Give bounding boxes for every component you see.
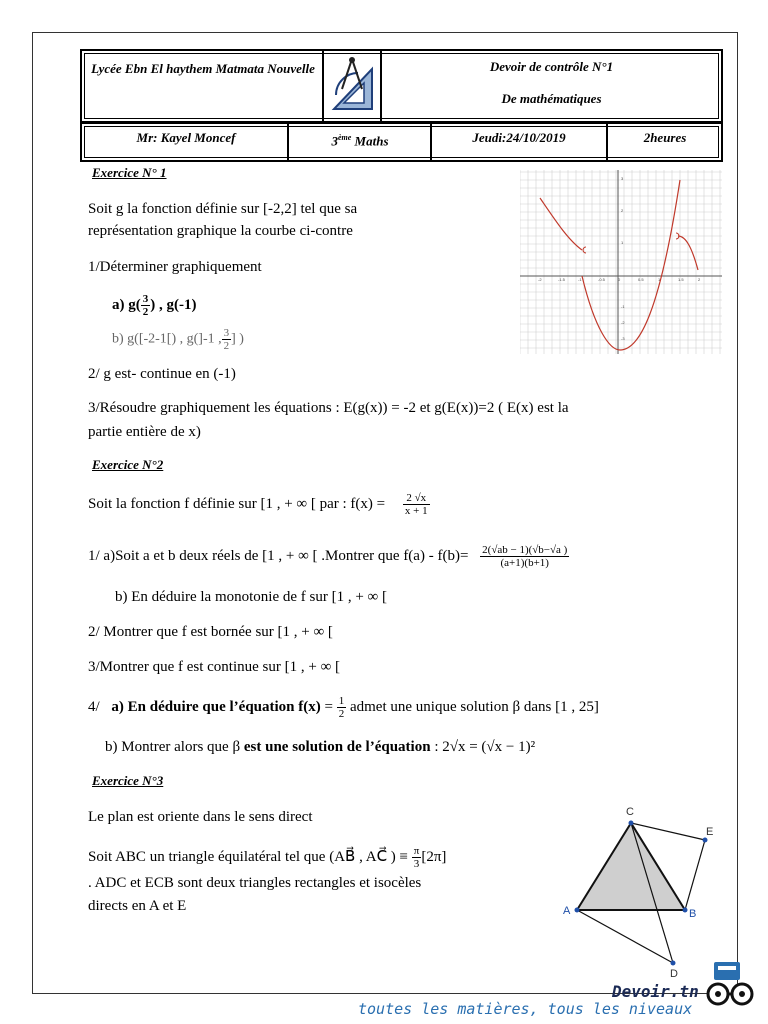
frac-den: 2 (142, 306, 149, 318)
fraction-pi-3 (412, 845, 422, 870)
ex3-line-1: Le plan est oriente dans le sens direct (88, 809, 313, 825)
fraction-1-2 (337, 695, 347, 720)
ex3-line-4: directs en A et E (88, 898, 187, 914)
ex2-question-3: 3/Montrer que f est continue sur [1 , + ∞ [ (88, 659, 341, 675)
ex2-q4b-bold: est une solution de l’équation (243, 739, 431, 755)
x-tick-label: -1.5 (558, 277, 565, 282)
test-title-2-text: De mathématiques (501, 91, 602, 106)
ex1-q1a-post: ) , g(-1) (150, 296, 197, 313)
fraction-fa-fb (480, 544, 569, 569)
ex2-question-1b: b) En déduire la monotonie de f sur [1 , + ∞ [ (115, 589, 387, 605)
test-duration-text: 2heures (643, 130, 687, 145)
ex1-question-3-line2: partie entière de x) (88, 424, 201, 440)
ex2-question-4b (105, 737, 535, 757)
y-tick-label: 3 (621, 176, 624, 181)
test-title-1-text: Devoir de contrôle N°1 (489, 59, 614, 74)
footer-brand: Devoir.tn (612, 982, 699, 1001)
frac-num: 2(√ab − 1)(√b−√a ) (482, 544, 568, 556)
fraction-3-2b (222, 327, 232, 352)
x-tick-label: 0 (618, 277, 621, 282)
x-tick-label: -1 (578, 277, 582, 282)
ex1-question-3-line1: 3/Résoudre graphiquement les équations : E(g(x)) = -2 et g(E(x))=2 ( E(x) est la (88, 400, 569, 416)
ex2-question-1a (88, 544, 569, 569)
y-tick-label: -2 (621, 320, 625, 325)
ex2-q4a-eq: = (320, 698, 337, 715)
x-tick-label: 1.5 (678, 277, 684, 282)
ex1-question-2: 2/ g est- continue en (-1) (88, 366, 236, 382)
ex1-q1a-pre: a) g( (112, 296, 141, 313)
school-name-text: Lycée Ebn El haythem Matmata Nouvelle (91, 61, 315, 76)
frac-den: 3 (413, 858, 420, 870)
ex1-q1b-pre: b) g([-2-1[) , g(]-1 , (112, 331, 222, 347)
test-title-2 (382, 89, 721, 109)
ex1-question-1: 1/Déterminer graphiquement (88, 259, 262, 275)
point-label-e: E (706, 826, 714, 838)
x-tick-label: -2 (538, 277, 542, 282)
frac-den: 2 (338, 708, 345, 720)
ex2-q4a-bold: a) En déduire que l’équation f(x) (111, 698, 321, 715)
header-bottom (80, 122, 723, 162)
frac-den: 2 (223, 340, 230, 352)
ex3-line-2 (88, 845, 446, 870)
school-logo (328, 55, 378, 117)
y-tick-label: 1 (621, 240, 624, 245)
curve-parabola (582, 180, 680, 350)
test-date (434, 128, 604, 148)
test-duration (610, 128, 720, 148)
ex1-intro-1: Soit g la fonction définie sur [-2,2] tel que sa (88, 201, 358, 217)
y-tick-label: -3 (621, 336, 625, 341)
ex2-q4a-post: admet une unique solution β dans [1 , 25] (349, 698, 599, 715)
point-label-c: C (626, 806, 634, 818)
frac-den: x + 1 (404, 505, 428, 517)
ex1-intro-2: représentation graphique la courbe ci-contre (88, 223, 353, 239)
glasses-icon (700, 960, 760, 1016)
fraction-f-def (403, 492, 430, 517)
triangle-figure (555, 800, 735, 980)
point-label-a: A (563, 905, 571, 917)
footer-slogan: toutes les matières, tous les niveaux (358, 1000, 693, 1018)
y-tick-label: -1 (621, 304, 625, 309)
x-tick-label: 2 (698, 277, 701, 282)
class-rest: Maths (351, 133, 389, 149)
test-title-1 (382, 57, 721, 77)
x-tick-label: -0.5 (598, 277, 605, 282)
test-date-text: Jeudi:24/10/2019 (472, 130, 566, 145)
point-label-d: D (670, 968, 678, 980)
ex2-q4b-pre: b) Montrer alors que β (105, 739, 244, 755)
school-name (88, 59, 318, 79)
function-graph (520, 170, 722, 354)
teacher-name (88, 128, 284, 148)
teacher-name-text: Mr: Kayel Moncef (136, 130, 236, 145)
ex2-question-4a (88, 695, 599, 720)
class-sup: ème (337, 133, 352, 142)
class-level (292, 128, 428, 151)
frac-num: 2 √x (403, 492, 430, 505)
frac-num: π (413, 845, 420, 857)
ex3-l2-post: [2π] (421, 848, 447, 865)
frac-num: 3 (142, 293, 149, 305)
ex1-question-1b (112, 327, 244, 352)
ex1-q1b-post: ] ) (231, 331, 244, 347)
exercise-1-title: Exercice N° 1 (92, 165, 167, 180)
exercise-3-title: Exercice N°3 (92, 773, 164, 788)
x-tick-label: 0.5 (638, 277, 644, 282)
ex2-q1a-pre: 1/ a)Soit a et b deux réels de [1 , + ∞ [ .Montrer que f(a) - f(b)= (88, 547, 469, 564)
exercise-2-title: Exercice N°2 (92, 457, 164, 472)
frac-den: (a+1)(b+1) (500, 557, 549, 569)
frac-num: 3 (223, 327, 230, 339)
point-label-b: B (689, 908, 697, 920)
y-tick-label: 2 (621, 208, 624, 213)
ex1-question-1a (112, 293, 196, 318)
ex2-intro (88, 492, 430, 517)
frac-num: 1 (338, 695, 345, 707)
ex3-l2-pre: Soit ABC un triangle équilatéral tel que (AB⃗ , AC⃗ ) ≡ (88, 848, 409, 865)
class-num: 3 (331, 133, 338, 149)
ex3-line-3: . ADC et ECB sont deux triangles rectangles et isocèles (88, 875, 422, 891)
ex2-intro-pre: Soit la fonction f définie sur [1 , + ∞ [ par : f(x) = (88, 495, 386, 512)
x-tick-label: 1 (658, 277, 661, 282)
ex2-question-2: 2/ Montrer que f est bornée sur [1 , + ∞ [ (88, 624, 333, 640)
header-top (80, 49, 723, 123)
ex2-q4b-eq: : 2√x = (√x − 1)² (430, 739, 536, 755)
ex2-q4-label: 4/ (88, 698, 100, 715)
fraction-3-2 (141, 293, 151, 318)
